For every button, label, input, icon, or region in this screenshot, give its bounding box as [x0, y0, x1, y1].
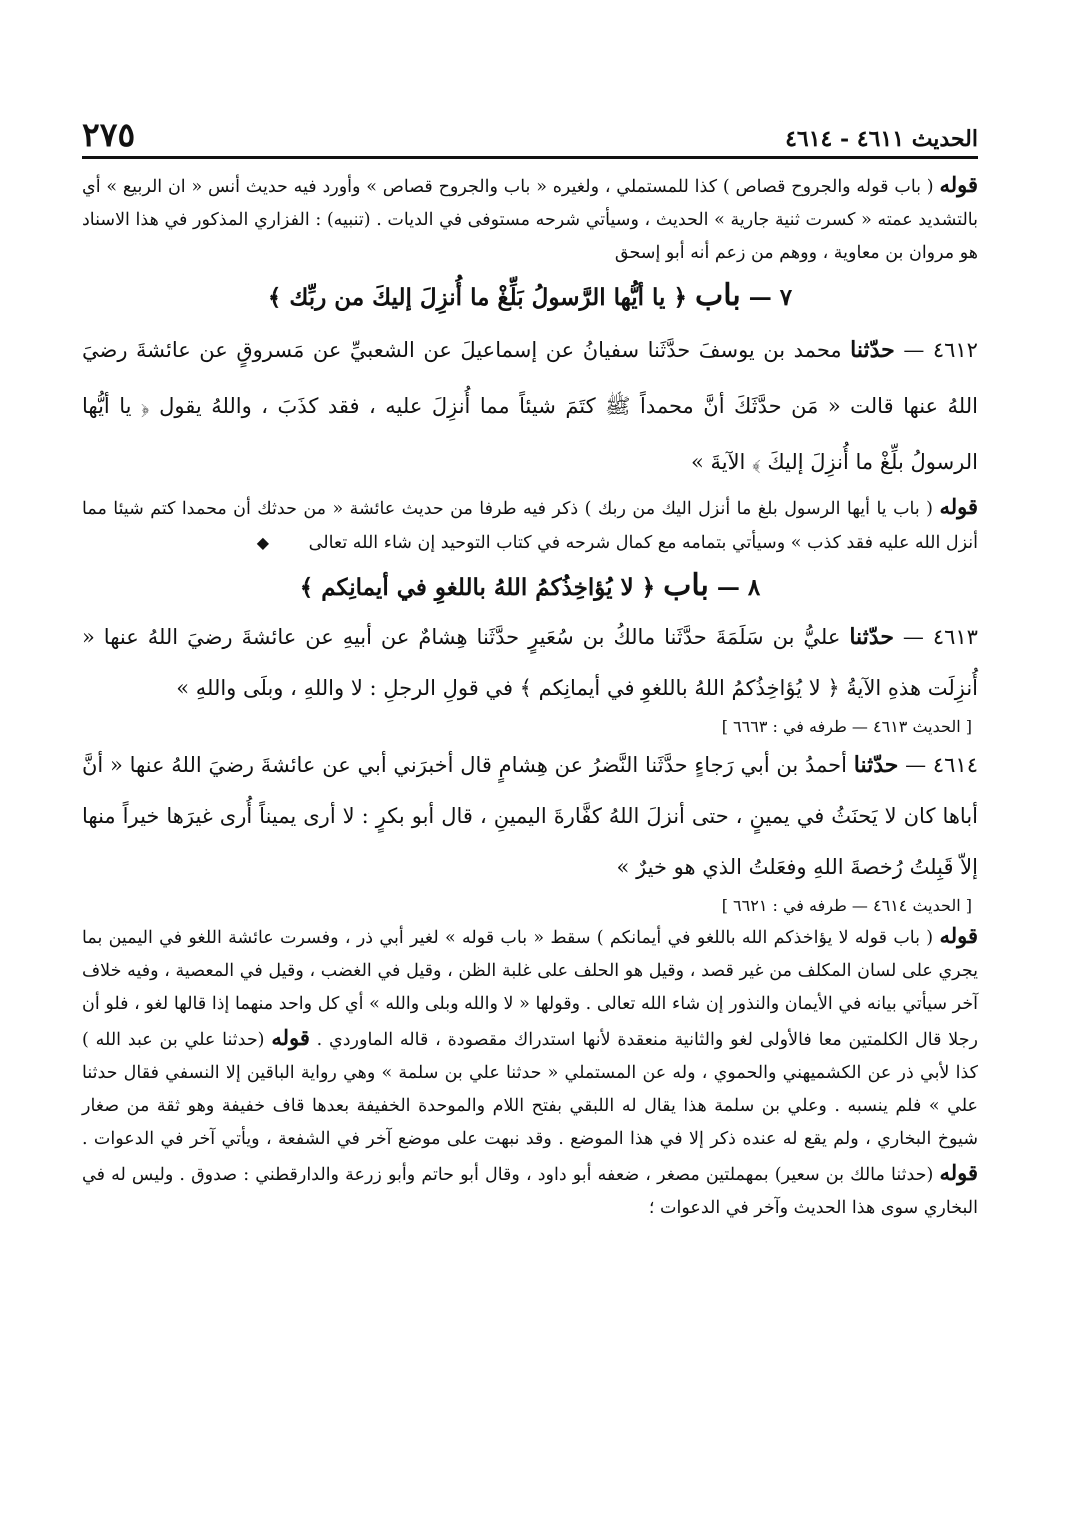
page-body — [82, 168, 978, 1225]
hadith-block — [82, 740, 978, 893]
bab-word: باب — [663, 568, 709, 603]
haddathana-marker: حدّثنا — [849, 624, 894, 650]
qawluhu-marker: قوله — [271, 1025, 310, 1050]
hadith-number: ٤٦١٤ — — [905, 753, 978, 777]
commentary-text: ( باب قوله لا يؤاخذكم الله باللغو في أيمانكم ) سقط « باب قوله » لغير أبي ذر ، وفسرت عائشة اللغو في اليمين بما يجري على لسان المكلف من غير قصد ، وقيل هو الحلف على غلبة الظن ، وقيل في الغضب ، وقيل في المعصية ، وفيه خلاف آخر سيأتي بيانه في الأيمان والنذور إن شاء الله تعالى . وقولها « لا والله وبلى والله » أي كل واحد منهما إذا قالها لغو ، فلو أن رجلا قال الكلمتين معا فالأولى لغو والثانية منعقدة لأنها استدراك مقصودة ، قاله الماوردي . — [82, 928, 978, 1050]
commentary-text: ( باب يا أيها الرسول بلغ ما أنزل اليك من ربك ) ذكر فيه طرفا من حديث عائشة « من حدثك أن محمدا كتم شيئا مما أنزل الله عليه فقد كذب » وسيأتي بتمامه مع كمال شرحه في كتاب التوحيد إن شاء الله تعالى — [82, 499, 978, 553]
hadith-number: ٤٦١٣ — — [902, 625, 978, 649]
commentary-block — [82, 168, 978, 270]
page-header — [82, 112, 978, 159]
commentary-block — [82, 490, 978, 560]
commentary-block — [82, 919, 978, 1225]
qawluhu-marker: قوله — [939, 494, 978, 519]
hadith-text: أحمدُ بن أبي رَجاءٍ حدَّثَنا النَّضرُ عن هِشامٍ قال أخبرَني أبي عن عائشةَ رضيَ اللهُ عنها « أنَّ أباها كان لا يَحنَثُ في يمينٍ ، حتى أنزلَ اللهُ كفَّارةَ اليمينِ ، قال أبو بكرٍ : لا أرى يميناً أُرى غيرَها خيراً منها إلاّ قَبِلتُ رُخصةَ اللهِ وفعَلتُ الذي هو خيرٌ » — [82, 753, 978, 879]
commentary-text: (حدثنا علي بن عبد الله ) كذا لأبي ذر عن الكشميهني والحموي ، وله عن المستملي « حدثنا علي بن سلمة » وهي رواية الباقين إلا النسفي فقال حدثنا علي » فلم ينسبه . وعلي بن سلمة هذا يقال له اللبقي بفتح اللام والموحدة الخفيفة بعدها قاف خفيفة وهو ثقة من صغار شيوخ البخاري ، ولم يقع له عنده ذكر إلا في هذا الموضع . وقد نبهت على موضع آخر في الشفعة ، ويأتي آخر في الدعوات . — [82, 1030, 978, 1149]
hadith-number: ٤٦١٢ — — [903, 338, 978, 362]
chapter-title: ﴿ لا يُؤاخِذُكمُ اللهُ باللغوِ في أيمانِكم ﴾ — [299, 574, 656, 601]
chapter-number: ٨ — — [716, 574, 761, 601]
running-title: الحديث ٤٦١١ - ٤٦١٤ — [785, 126, 978, 152]
qawluhu-marker: قوله — [939, 923, 978, 948]
commentary-text: (حدثنا مالك بن سعير) بمهملتين مصغر ، ضعفه أبو داود ، وقال أبو حاتم وأبو زرعة والدارقطني : صدوق . وليس له في البخاري سوى هذا الحديث وآخر في الدعوات ؛ — [82, 1165, 978, 1218]
qawluhu-marker: قوله — [939, 172, 978, 197]
chapter-number: ٧ — — [748, 284, 793, 311]
chapter-title: ﴿ يا أيُّها الرَّسولُ بَلِّغْ ما أُنزِلَ إليكَ من ربِّك ﴾ — [267, 284, 687, 311]
bab-word: باب — [694, 278, 741, 313]
haddathana-marker: حدّثنا — [850, 337, 895, 363]
chapter-heading — [82, 270, 978, 322]
chapter-heading — [82, 560, 978, 612]
haddathana-marker: حدّثنا — [853, 752, 899, 778]
cross-reference: [ الحديث ٤٦١٤ — طرفه في : ٦٦٢١ ] — [721, 896, 972, 915]
hadith-block — [82, 322, 978, 490]
section-end-mark: ◆ — [256, 533, 270, 552]
hadith-text: محمد بن يوسفَ حدَّثَنا سفيانُ عن إسماعيلَ عن الشعبيِّ عن مَسروقٍ عن عائشةَ رضيَ اللهُ عنها قالت « مَن حدَّثَكَ أنَّ محمداً ﷺ كتَمَ شيئاً مما أُنزِلَ عليه ، فقد كذَبَ ، واللهُ يقول ﴿ يا أيُّها الرسولُ بلِّغْ ما أُنزِلَ إليكَ ﴾ الآيةَ » — [82, 338, 978, 474]
page-number: ٢٧٥ — [82, 115, 136, 154]
qawluhu-marker: قوله — [939, 1160, 978, 1185]
cross-reference: [ الحديث ٤٦١٣ — طرفه في : ٦٦٦٣ ] — [721, 717, 972, 736]
commentary-text: ( باب قوله والجروح قصاص ) كذا للمستملي ، ولغيره « باب والجروح قصاص » وأورد فيه حديث أنس « ان الربيع » أي بالتشديد عمته « كسرت ثنية جارية » الحديث ، وسيأتي شرحه مستوفى في الديات . (تنبيه) : الفزاري المذكور في هذا الاسناد هو مروان بن معاوية ، ووهم من زعم أنه أبو إسحق — [82, 177, 978, 263]
hadith-text: عليُّ بن سَلَمَةَ حدَّثَنا مالكُ بن سُعَيرٍ حدَّثَنا هِشامٌ عن أبيهِ عن عائشةَ رضيَ اللهُ عنها « أُنزِلَت هذهِ الآيةُ ﴿ لا يُؤاخِذُكمُ اللهُ باللغوِ في أيمانِكم ﴾ في قولِ الرجلِ : لا واللهِ ، وبلَى واللهِ » — [82, 625, 978, 700]
hadith-block — [82, 612, 978, 714]
